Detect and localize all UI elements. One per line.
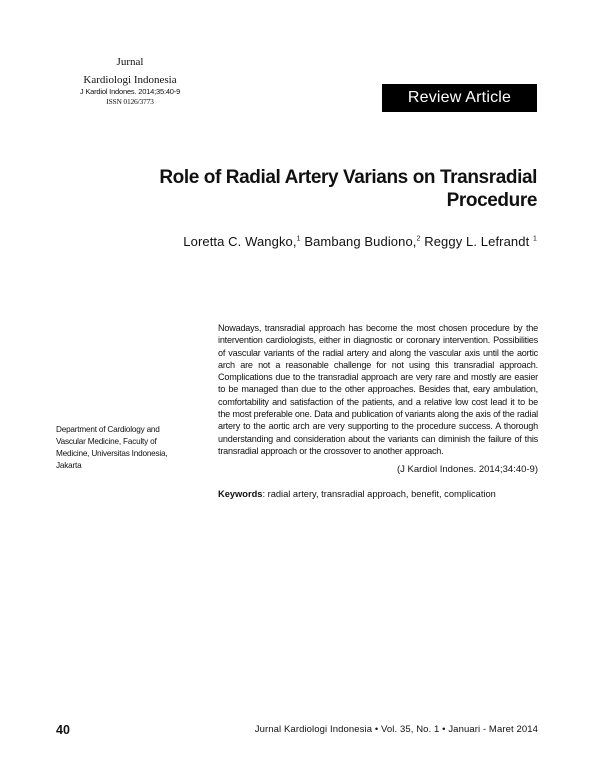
page-number: 40 xyxy=(56,723,70,737)
running-footer: Jurnal Kardiologi Indonesia • Vol. 35, No. 1 • Januari - Maret 2014 xyxy=(254,724,538,735)
journal-name-line2: Kardiologi Indonesia xyxy=(83,74,177,86)
keywords-label: Keywords xyxy=(218,489,263,499)
journal-header xyxy=(60,56,200,106)
title-line-2: Procedure xyxy=(446,190,537,211)
keywords-list: : radial artery, transradial approach, benefit, complication xyxy=(262,489,496,499)
author-affiliation-mark: 1 xyxy=(533,235,537,243)
author-list xyxy=(117,234,537,249)
title-line-1: Role of Radial Artery Varians on Transradial xyxy=(159,167,537,188)
journal-name-line1: Jurnal xyxy=(116,56,144,68)
author-affiliation-mark: 2 xyxy=(416,235,421,243)
article-title xyxy=(97,166,537,212)
abstract-citation: (J Kardiol Indones. 2014;34:40-9) xyxy=(396,464,538,475)
journal-citation: J Kardiol Indones. 2014;35:40-9 xyxy=(79,87,181,96)
keywords xyxy=(218,489,548,499)
author-affiliation-mark: 1 xyxy=(296,235,301,243)
abstract xyxy=(218,322,538,457)
author-affiliation: Department of Cardiology and Vascular Medicine, Faculty of Medicine, Universitas Indonesia, Jakarta xyxy=(56,425,168,470)
journal-issn: ISSN 0126/3773 xyxy=(106,97,154,106)
article-type-banner: Review Article xyxy=(382,84,537,112)
abstract-text: Nowadays, transradial approach has become the most chosen procedure by the intervention cardiologists, either in diagnostic or coronary intervention. Possibilities of vascular variants of the radial artery and along the vascular axis until the aortic arch are not a reasonable challenge for not using this transradial approach. Complications due to the transradial approach are very rare and mostly are easier to be managed than due to the other approaches. Besides that, eary ambulation, comfortability and satisfaction of the patients, and a relative low cost lead it to be the most preferable one. Data and publication of variants along the axis of the radial artery to the aortic arch are very supporting to the procedure success. A thorough understanding and consideration about the variants can diminish the failure of this transradial approach or the crossover to another approach. xyxy=(218,323,538,456)
author-name: Loretta C. Wangko, xyxy=(183,234,297,249)
author-name: Bambang Budiono, xyxy=(304,234,417,249)
author-name: Reggy L. Lefrandt xyxy=(424,234,530,249)
